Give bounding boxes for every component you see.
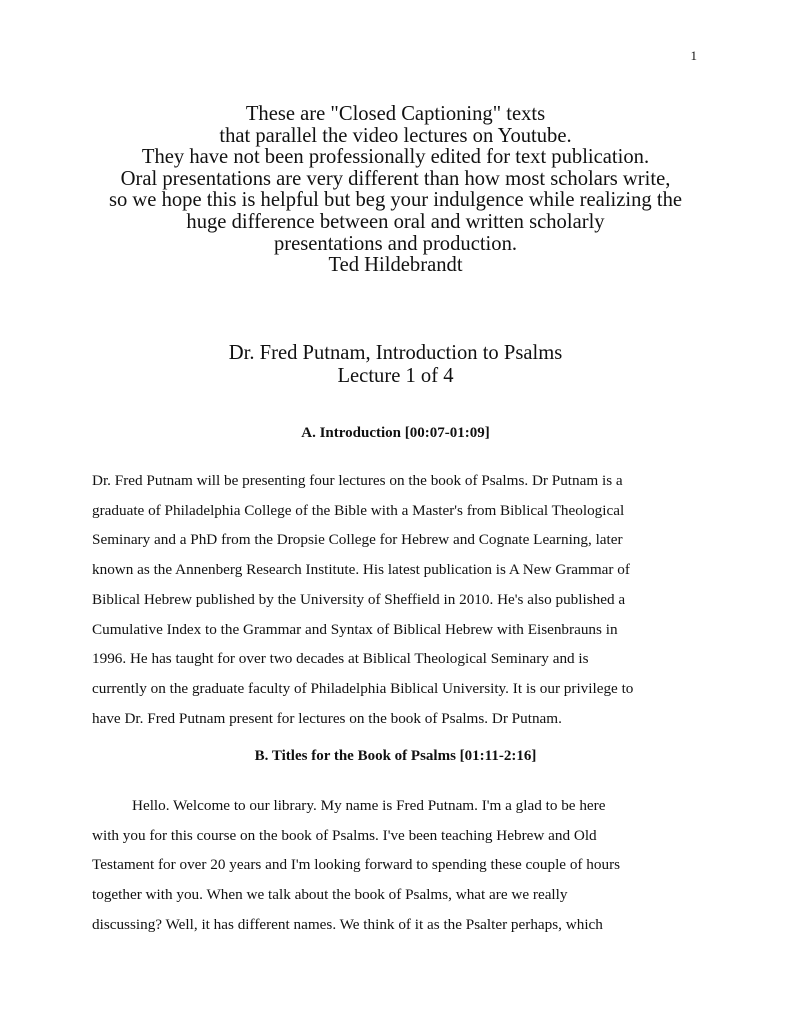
- section-heading-introduction: A. Introduction [00:07-01:09]: [301, 425, 490, 441]
- preface-author: Ted Hildebrandt: [328, 254, 463, 277]
- paragraph-line: currently on the graduate faculty of Philadelphia Biblical University. It is our privilege to: [92, 679, 634, 697]
- preface-line: These are "Closed Captioning" texts: [245, 103, 546, 125]
- paragraph-line: have Dr. Fred Putnam present for lectures on the book of Psalms. Dr Putnam.: [92, 709, 562, 727]
- preface-line: They have not been professionally edited for text publication.: [141, 146, 650, 169]
- paragraph-line: discussing? Well, it has different names. We think of it as the Psalter perhaps, which: [92, 915, 603, 933]
- paragraph-line: known as the Annenberg Research Institute. His latest publication is A New Grammar of: [92, 561, 630, 579]
- introduction-paragraph: [92, 466, 697, 733]
- paragraph-line: with you for this course on the book of Psalms. I've been teaching Hebrew and Old: [92, 826, 597, 844]
- paragraph-line: together with you. When we talk about the book of Psalms, what are we really: [92, 886, 568, 904]
- lecture-subtitle: Lecture 1 of 4: [337, 365, 454, 387]
- lecture-title-block: [0, 342, 791, 388]
- lecture-title: Dr. Fred Putnam, Introduction to Psalms: [228, 342, 563, 364]
- preface-line: presentations and production.: [273, 232, 518, 255]
- paragraph-line: Biblical Hebrew published by the University of Sheffield in 2010. He's also published a: [92, 590, 626, 608]
- titles-paragraph: [92, 791, 697, 940]
- paragraph-line: Cumulative Index to the Grammar and Syntax of Biblical Hebrew with Eisenbrauns in: [92, 620, 618, 638]
- preface-line: so we hope this is helpful but beg your indulgence while realizing the: [108, 189, 683, 212]
- preface-notice: [0, 104, 791, 277]
- paragraph-line: Seminary and a PhD from the Dropsie College for Hebrew and Cognate Learning, later: [92, 531, 623, 549]
- preface-line: that parallel the video lectures on Youtube.: [219, 124, 572, 147]
- preface-line: huge difference between oral and written scholarly: [186, 210, 605, 233]
- paragraph-line: 1996. He has taught for over two decades at Biblical Theological Seminary and is: [92, 650, 589, 668]
- paragraph-line: Dr. Fred Putnam will be presenting four lectures on the book of Psalms. Dr Putnam is a: [92, 472, 623, 489]
- paragraph-line: Hello. Welcome to our library. My name is Fred Putnam. I'm a glad to be here: [132, 797, 606, 814]
- page-number: 1: [690, 48, 697, 63]
- section-heading-titles: B. Titles for the Book of Psalms [01:11-2:16]: [254, 748, 537, 764]
- preface-line: Oral presentations are very different than how most scholars write,: [120, 167, 671, 190]
- paragraph-line: Testament for over 20 years and I'm looking forward to spending these couple of hours: [92, 856, 621, 874]
- paragraph-line: graduate of Philadelphia College of the Bible with a Master's from Biblical Theological: [92, 501, 625, 519]
